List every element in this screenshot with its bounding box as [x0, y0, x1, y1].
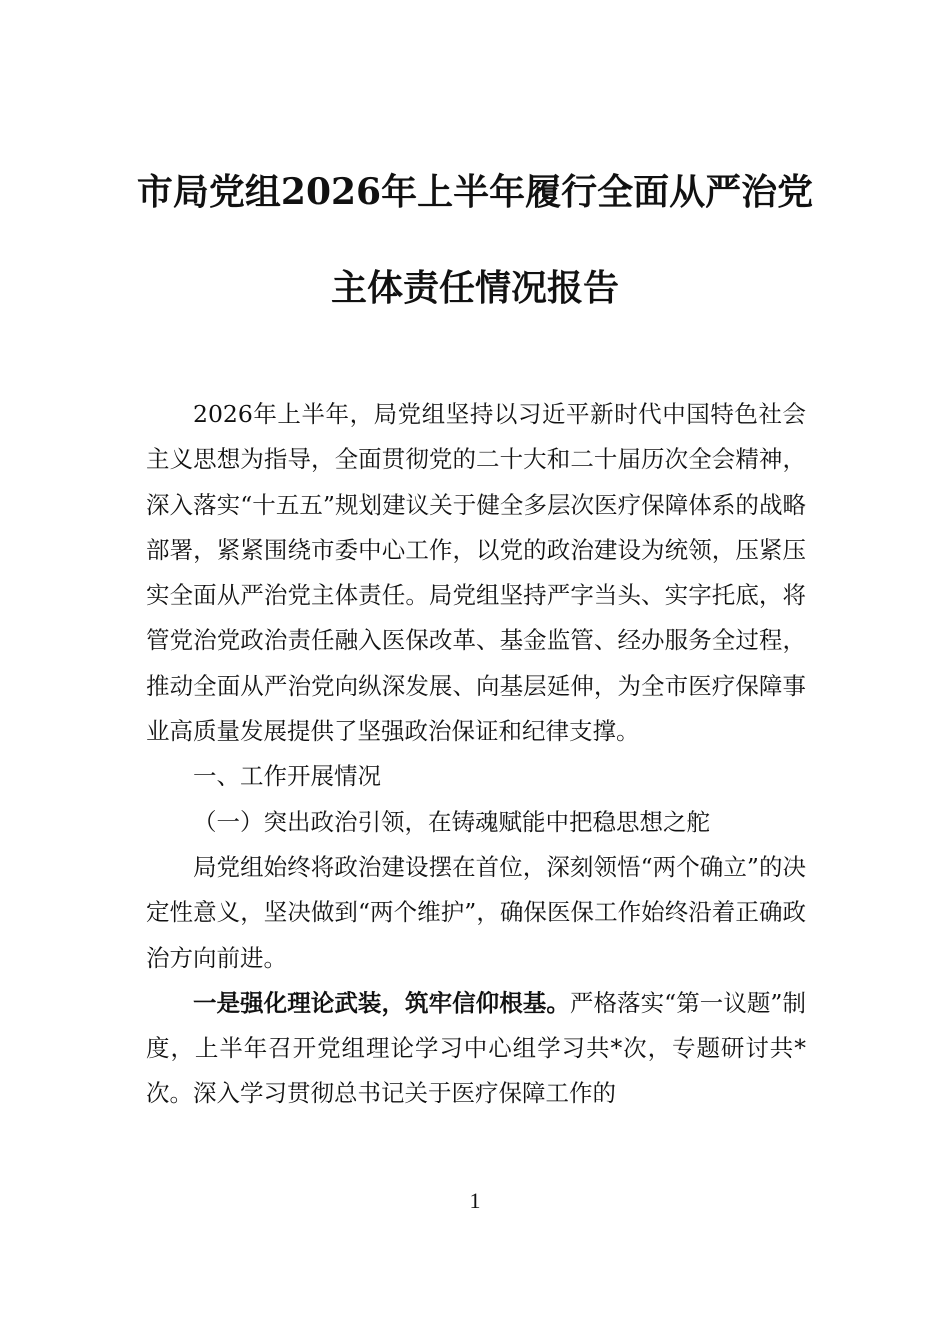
point-text-1: 严格落实“第一议题”制度，上半年召开党组理论学习中心组学习共*次，专题研讨共*次。深入学习贯彻总书记关于医疗保障工作的 [146, 988, 806, 1108]
subsection-paragraph-1: 局党组始终将政治建设摆在首位，深刻领悟“两个确立”的决定性意义，坚决做到“两个维护”，确保医保工作始终沿着正确政治方向前进。 [146, 852, 806, 972]
page-number: 1 [469, 1188, 481, 1213]
subsection-heading-1: （一）突出政治引领，在铸魂赋能中把稳思想之舵 [193, 807, 710, 836]
point-lead-1: 一是强化理论武装，筑牢信仰根基。 [193, 988, 570, 1017]
document-body [146, 392, 806, 1117]
document-title-line-1: 市局党组2026年上半年履行全面从严治党 [136, 171, 814, 213]
intro-paragraph: 2026年上半年，局党组坚持以习近平新时代中国特色社会主义思想为指导，全面贯彻党的二十大和二十届历次全会精神，深入落实“十五五”规划建议关于健全多层次医疗保障体系的战略部署，紧紧围绕市委中心工作，以党的政治建设为统领，压紧压实全面从严治党主体责任。局党组坚持严字当头、实字托底，将管党治党政治责任融入医保改革、基金监管、经办服务全过程，推动全面从严治党向纵深发展、向基层延伸，为全市医疗保障事业高质量发展提供了坚强政治保证和纪律支撑。 [146, 400, 806, 746]
section-heading-1: 一、工作开展情况 [193, 762, 381, 791]
point-paragraph-1 [146, 981, 806, 1117]
document-title-line-2: 主体责任情况报告 [330, 267, 619, 309]
